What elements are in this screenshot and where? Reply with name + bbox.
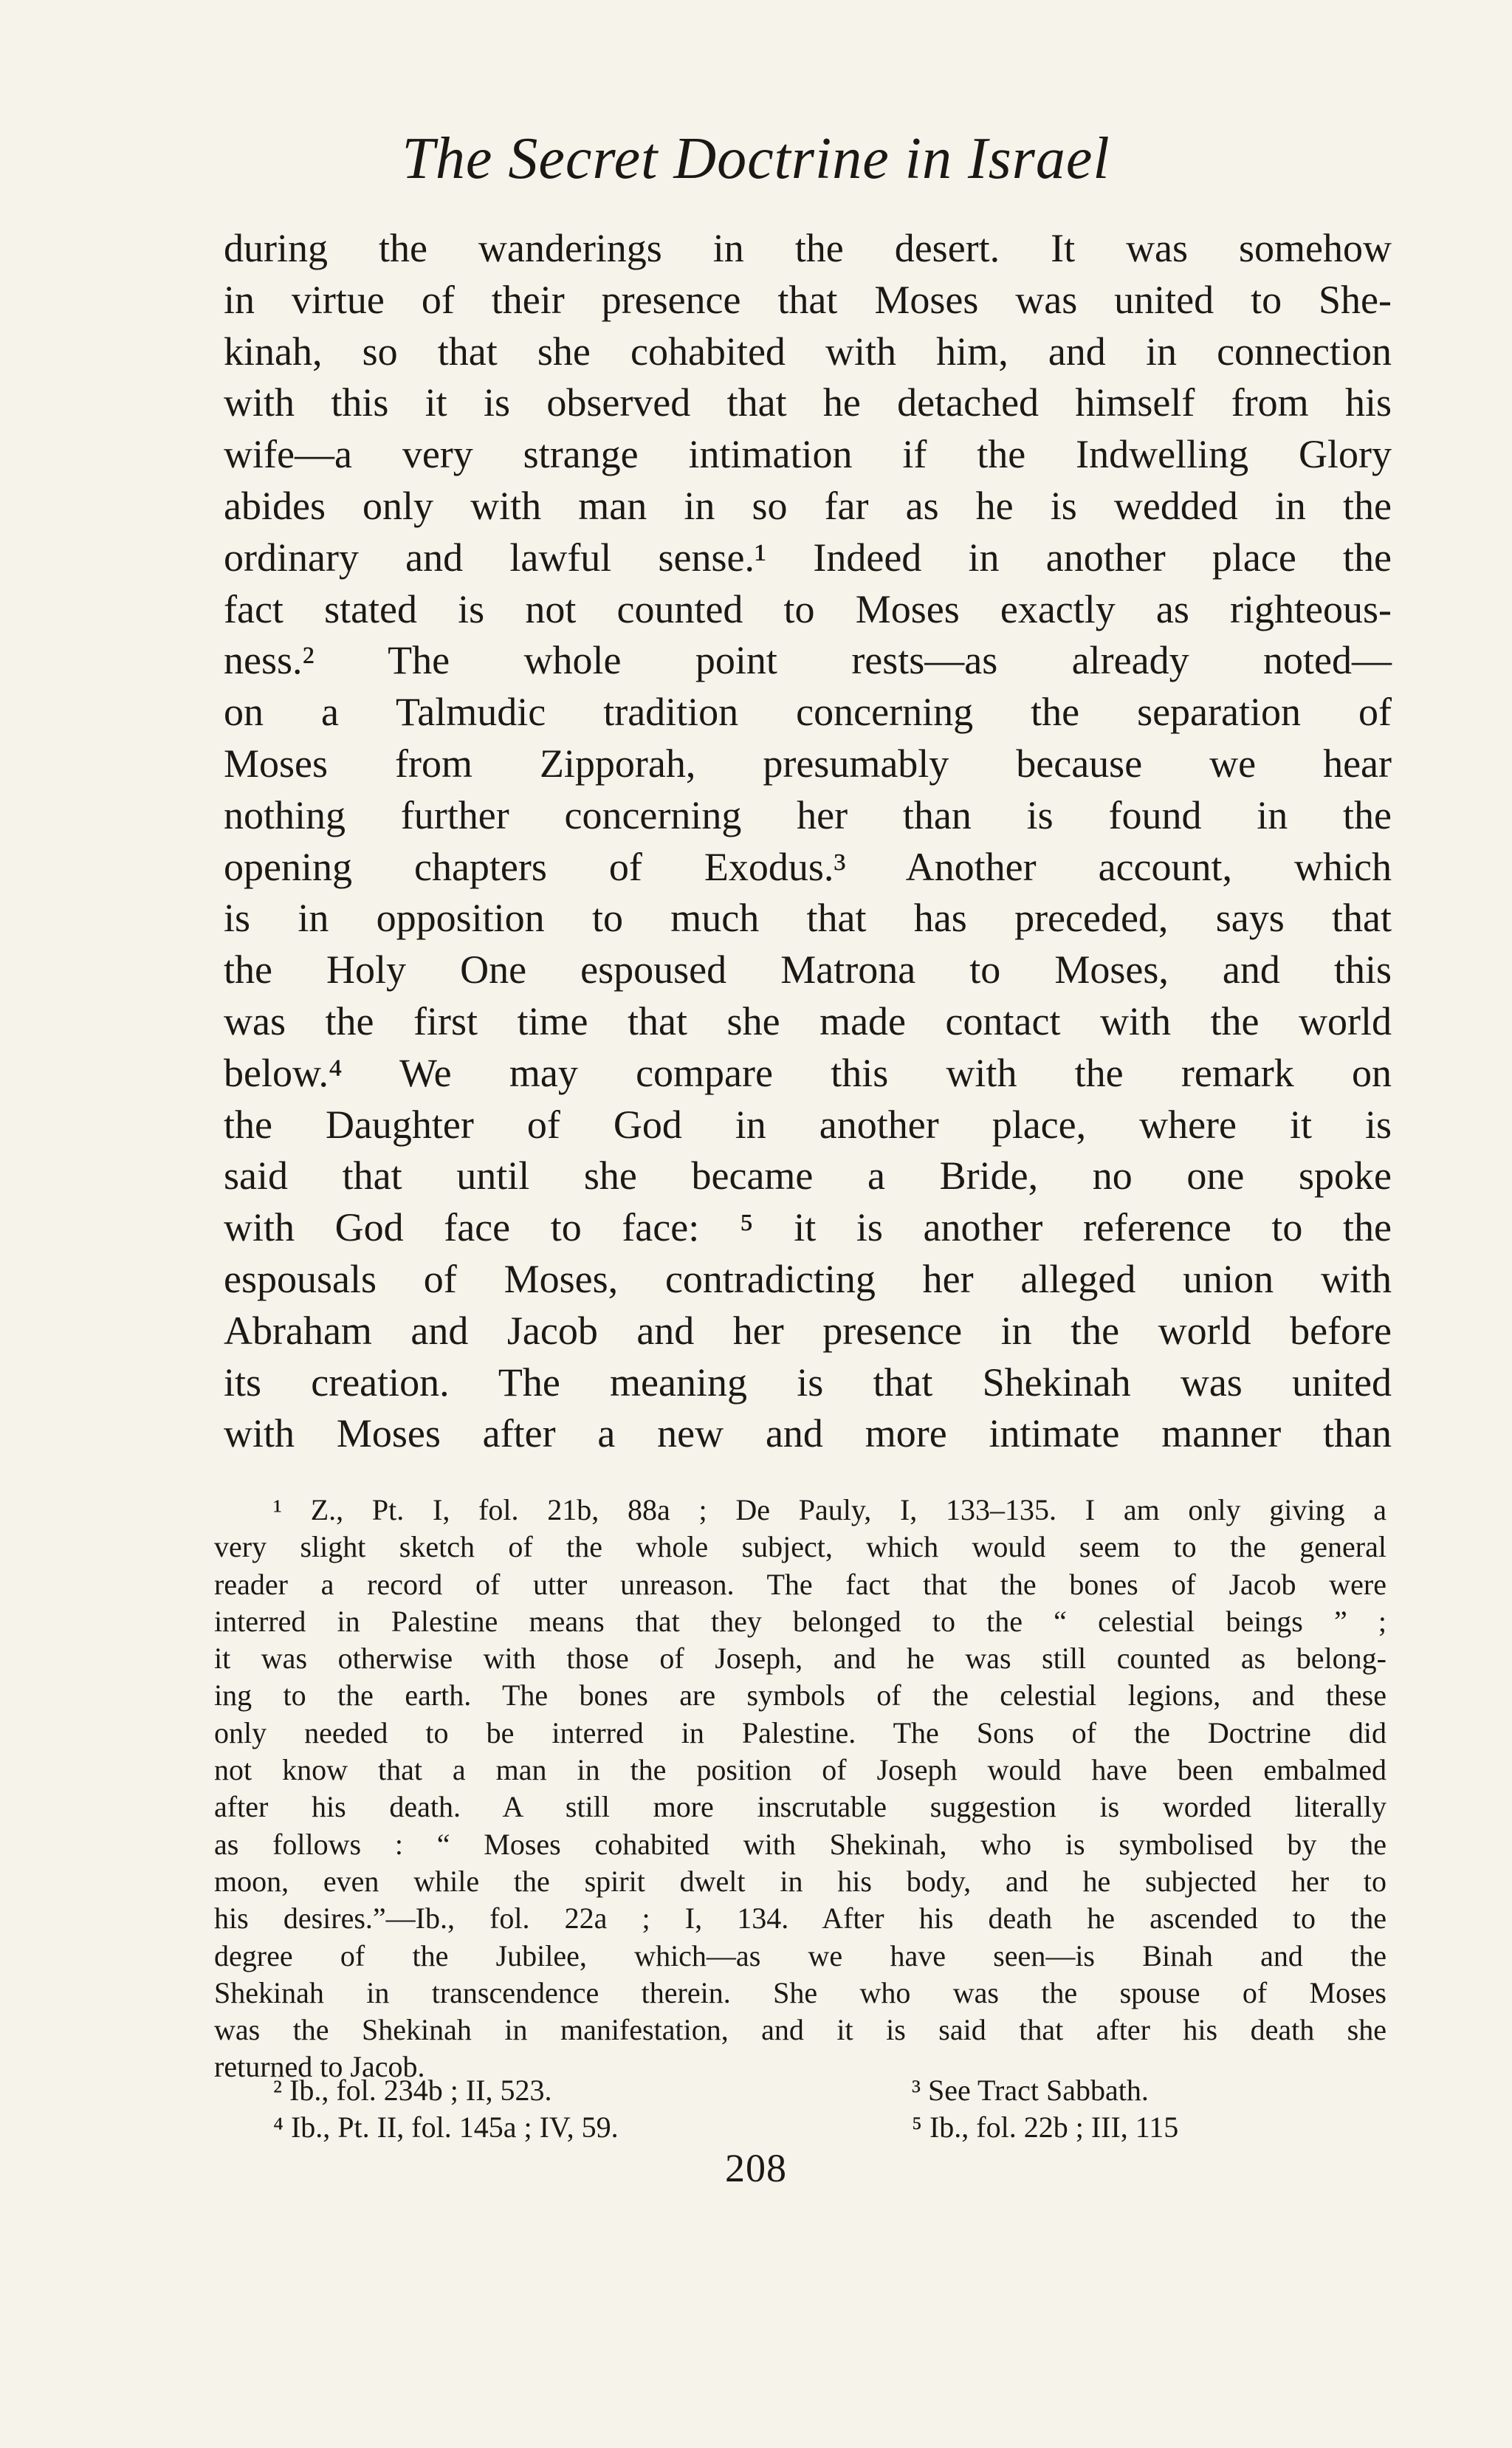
body-line: opening chapters of Exodus.³ Another account, which xyxy=(224,844,1392,889)
footnote-line: Shekinah in transcendence therein. She who was the spouse of Moses xyxy=(214,1975,1386,2009)
footnote-line: it was otherwise with those of Joseph, and he was still counted as belong- xyxy=(214,1642,1386,1676)
footnote-line: was the Shekinah in manifestation, and it is said that after his death she xyxy=(214,2013,1386,2047)
body-line: kinah, so that she cohabited with him, and in connection xyxy=(224,329,1392,374)
body-line: the Daughter of God in another place, where it is xyxy=(224,1102,1392,1147)
body-line: ness.² The whole point rests—as already noted— xyxy=(224,638,1392,683)
body-line: ordinary and lawful sense.¹ Indeed in another place the xyxy=(224,535,1392,580)
footnote-line: only needed to be interred in Palestine. The Sons of the Doctrine did xyxy=(214,1715,1386,1749)
body-line: nothing further concerning her than is found in the xyxy=(224,792,1392,837)
body-line: during the wanderings in the desert. It was somehow xyxy=(224,226,1392,270)
body-line: abides only with man in so far as he is wedded in the xyxy=(224,483,1392,528)
footnote-4: ⁴ Ib., Pt. II, fol. 145a ; IV, 59. xyxy=(273,2111,619,2144)
body-line: on a Talmudic tradition concerning the separation of xyxy=(224,690,1392,735)
body-line: fact stated is not counted to Moses exactly as righteous- xyxy=(224,586,1392,631)
page-number: 208 xyxy=(725,2146,787,2190)
footnote-line: interred in Palestine means that they belonged to the “ celestial beings ” ; xyxy=(214,1604,1386,1638)
body-line: was the first time that she made contact with the world xyxy=(224,998,1392,1043)
footnote-row xyxy=(214,2109,1386,2146)
body-line: in virtue of their presence that Moses was united to She- xyxy=(224,277,1392,322)
footnote-line: very slight sketch of the whole subject, which would seem to the general xyxy=(214,1530,1386,1564)
body-text xyxy=(224,223,1392,1460)
body-line: its creation. The meaning is that Shekinah was united xyxy=(224,1360,1392,1405)
footnote-2: ² Ib., fol. 234b ; II, 523. xyxy=(273,2074,552,2107)
body-line: the Holy One espoused Matrona to Moses, and this xyxy=(224,947,1392,992)
running-head: The Secret Doctrine in Israel xyxy=(402,126,1110,191)
footnotes-short xyxy=(214,2072,1386,2146)
footnote-line: after his death. A still more inscrutable suggestion is worded literally xyxy=(214,1790,1386,1824)
footnote-1 xyxy=(214,1492,1386,2086)
footnote-line: reader a record of utter unreason. The fact that the bones of Jacob were xyxy=(214,1567,1386,1601)
footnote-line: ¹ Z., Pt. I, fol. 21b, 88a ; De Pauly, I, 133–135. I am only giving a xyxy=(273,1493,1386,1526)
footnote-line: his desires.”—Ib., fol. 22a ; I, 134. After his death he ascended to the xyxy=(214,1902,1386,1936)
footnote-line: not know that a man in the position of Joseph would have been embalmed xyxy=(214,1753,1386,1787)
body-line: espousals of Moses, contradicting her alleged union with xyxy=(224,1256,1392,1301)
footnote-3: ³ See Tract Sabbath. xyxy=(912,2074,1149,2107)
body-line: with Moses after a new and more intimate manner than xyxy=(224,1411,1392,1456)
footnote-row xyxy=(214,2072,1386,2109)
footnote-line: moon, even while the spirit dwelt in his body, and he subjected her to xyxy=(214,1864,1386,1898)
footnote-line: returned to Jacob. xyxy=(214,2050,425,2084)
body-line: said that until she became a Bride, no one spoke xyxy=(224,1153,1392,1199)
footnote-5: ⁵ Ib., fol. 22b ; III, 115 xyxy=(912,2111,1179,2144)
body-line: below.⁴ We may compare this with the remark on xyxy=(224,1050,1392,1095)
footnote-line: ing to the earth. The bones are symbols of the celestial legions, and these xyxy=(214,1679,1386,1712)
footnote-line: as follows : “ Moses cohabited with Shekinah, who is symbolised by the xyxy=(214,1827,1386,1861)
body-line: with this it is observed that he detached himself from his xyxy=(224,380,1392,425)
body-line: wife—a very strange intimation if the Indwelling Glory xyxy=(224,432,1392,477)
body-line: with God face to face: ⁵ it is another reference to the xyxy=(224,1205,1392,1250)
body-line: is in opposition to much that has preceded, says that xyxy=(224,896,1392,941)
body-line: Moses from Zipporah, presumably because we hear xyxy=(224,741,1392,786)
body-line: Abraham and Jacob and her presence in the world before xyxy=(224,1308,1392,1353)
footnote-line: degree of the Jubilee, which—as we have seen—is Binah and the xyxy=(214,1938,1386,1972)
